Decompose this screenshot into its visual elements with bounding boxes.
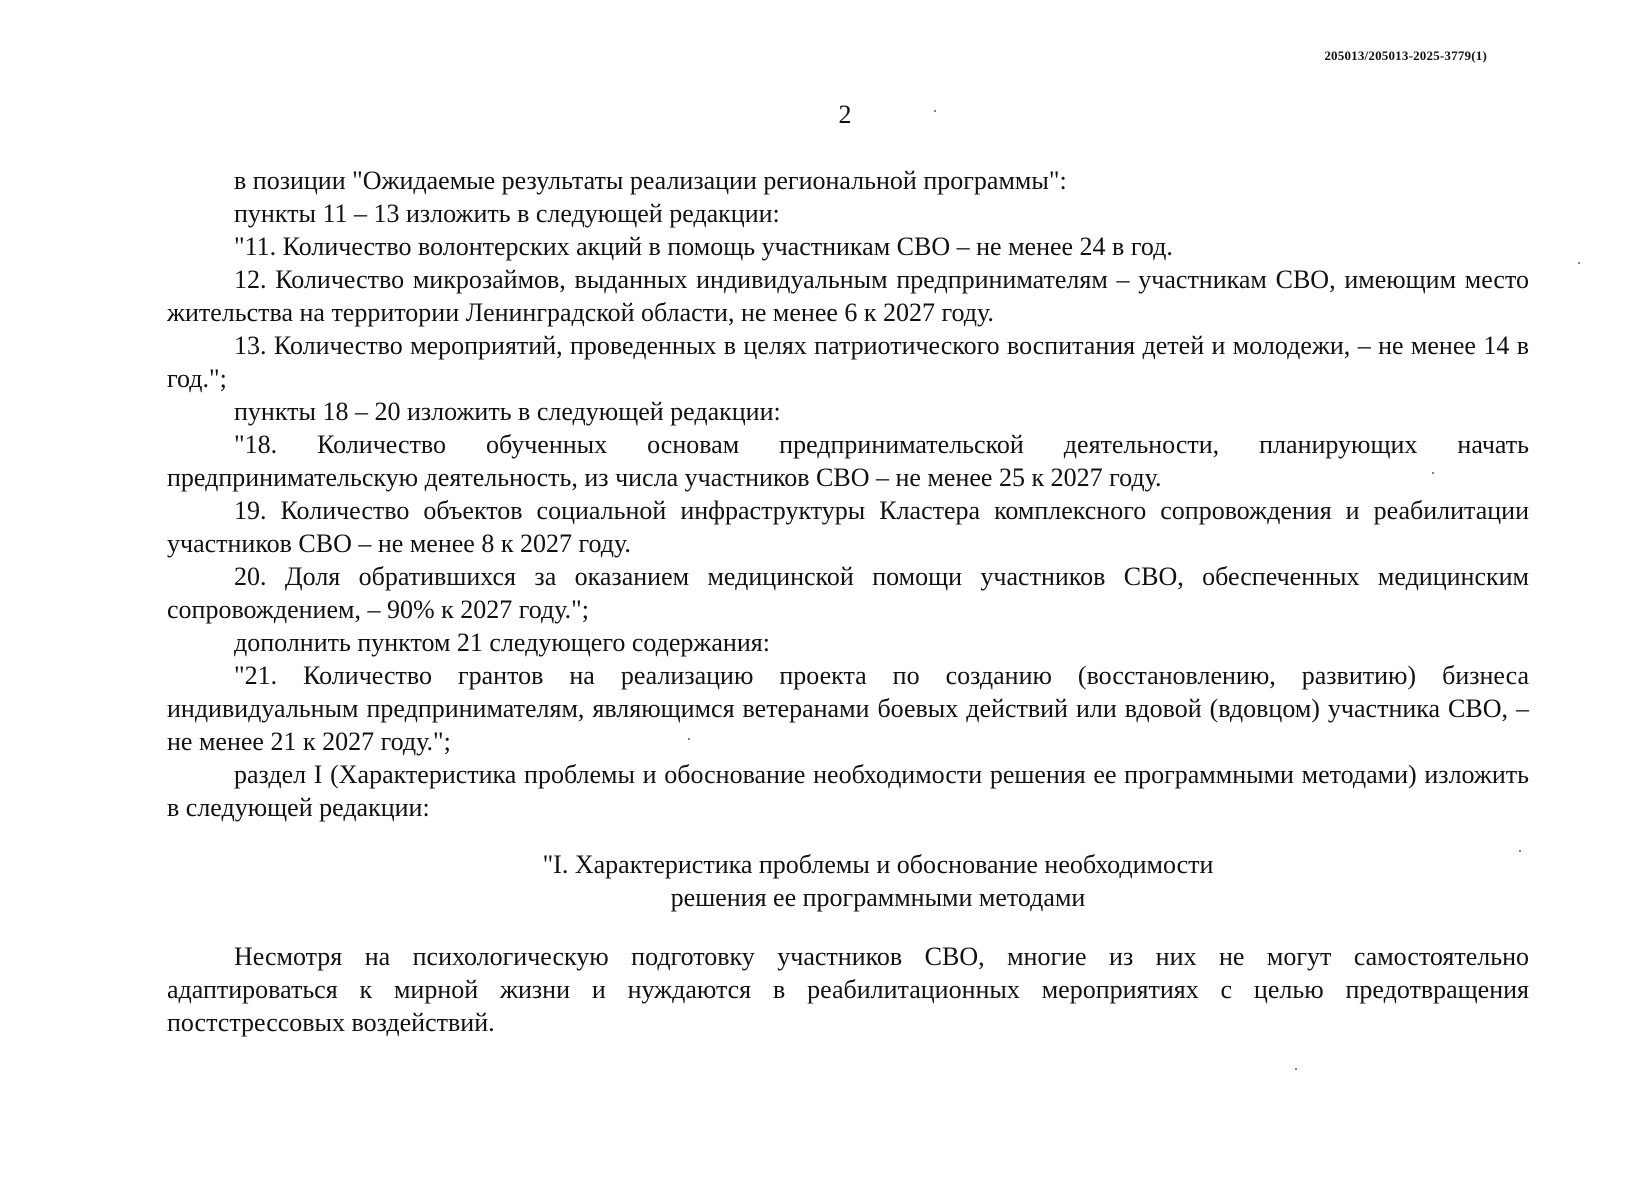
- page-number: 2: [838, 100, 852, 129]
- paragraph-items-11-13-intro: пункты 11 – 13 изложить в следующей редакции:: [234, 199, 780, 228]
- paragraph-item-18: "18. Количество обученных основам предпринимательской деятельности, планирующих начать предпринимательскую деятельность, из числа участников СВО – не менее 25 к 2027 году.: [167, 430, 1529, 492]
- paragraph-closing: Несмотря на психологическую подготовку участников СВО, многие из них не могут самостоятельно адаптироваться к мирной жизни и нуждаются в реабилитационных мероприятиях с целью предотвращения постстрессовых воздействий.: [167, 942, 1529, 1037]
- paragraph-item-11: "11. Количество волонтерских акций в помощь участникам СВО – не менее 24 в год.: [234, 232, 1173, 261]
- section-heading-line-2: решения ее программными методами: [670, 883, 1086, 912]
- paragraph-expected-results-intro: в позиции "Ожидаемые результаты реализации региональной программы":: [234, 166, 1067, 195]
- paragraph-item-20: 20. Доля обратившихся за оказанием медицинской помощи участников СВО, обеспеченных медицинским сопровождением, – 90% к 2027 году.";: [167, 562, 1529, 624]
- paragraph-item-12: 12. Количество микрозаймов, выданных индивидуальным предпринимателям – участникам СВО, имеющим место жительства на территории Ленинградской области, не менее 6 к 2027 году.: [167, 265, 1529, 327]
- scan-speck: [1519, 850, 1521, 852]
- scan-speck: [934, 110, 936, 112]
- paragraph-items-18-20-intro: пункты 18 – 20 изложить в следующей редакции:: [234, 397, 781, 426]
- paragraph-section-1-intro: раздел I (Характеристика проблемы и обоснование необходимости решения ее программными методами) изложить в следующей редакции:: [167, 760, 1529, 822]
- scan-speck: [688, 738, 690, 740]
- paragraph-item-21-intro: дополнить пунктом 21 следующего содержания:: [234, 628, 770, 657]
- document-body: [167, 164, 1529, 1039]
- section-heading: [167, 848, 1529, 914]
- scan-speck: [1432, 472, 1434, 474]
- document-id: 205013/205013-2025-3779(1): [1324, 48, 1487, 63]
- scan-speck: [1295, 1068, 1297, 1070]
- scan-speck: [1578, 262, 1580, 264]
- paragraph-item-13: 13. Количество мероприятий, проведенных в целях патриотического воспитания детей и молодежи, – не менее 14 в год.";: [167, 331, 1529, 393]
- paragraph-item-19: 19. Количество объектов социальной инфраструктуры Кластера комплексного сопровождения и реабилитации участников СВО – не менее 8 к 2027 году.: [167, 496, 1529, 558]
- paragraph-item-21: "21. Количество грантов на реализацию проекта по созданию (восстановлению, развитию) бизнеса индивидуальным предпринимателям, являющимся ветеранами боевых действий или вдовой (вдовцом) участника СВО, – не менее 21 к 2027 году.";: [167, 661, 1529, 756]
- section-heading-line-1: "I. Характеристика проблемы и обоснование необходимости: [542, 850, 1214, 879]
